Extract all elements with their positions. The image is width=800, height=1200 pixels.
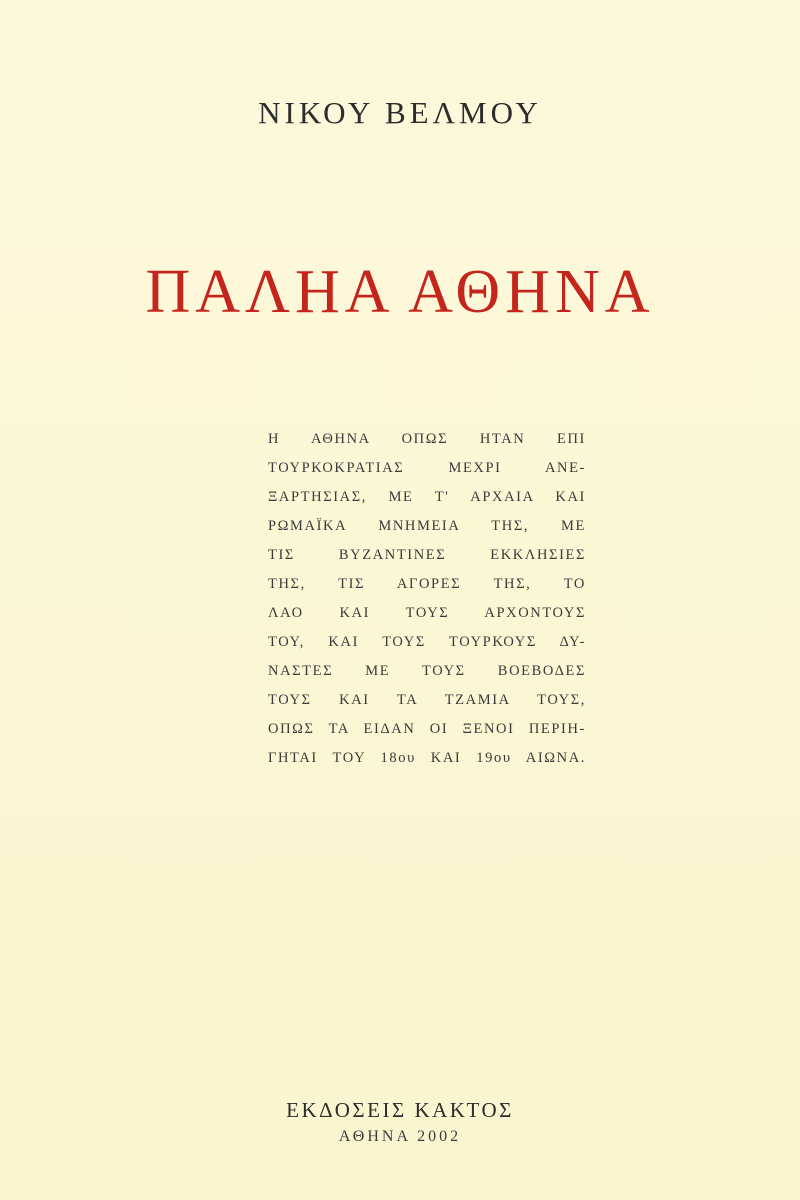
blurb-line: ΤΟΥΡΚΟΚΡΑΤΙΑΣ ΜΕΧΡΙ ΑΝΕ- xyxy=(268,460,586,476)
blurb-line: ΡΩΜΑΪΚΑ ΜΝΗΜΕΙΑ ΤΗΣ, ΜΕ xyxy=(268,518,586,534)
blurb-line: Η ΑΘΗΝΑ ΟΠΩΣ ΗΤΑΝ ΕΠΙ xyxy=(268,431,586,447)
blurb-line: ΝΑΣΤΕΣ ΜΕ ΤΟΥΣ ΒΟΕΒΟΔΕΣ xyxy=(268,663,586,679)
publication-city-year: ΑΘΗΝΑ 2002 xyxy=(338,1128,462,1145)
blurb-line: ΓΗΤΑΙ ΤΟΥ 18ου ΚΑΙ 19ου ΑΙΩΝΑ. xyxy=(268,750,586,766)
book-title: ΠΑΛΗΑ ΑΘΗΝΑ xyxy=(145,257,655,326)
author-name: ΝΙΚΟΥ ΒΕΛΜΟΥ xyxy=(258,95,542,130)
publisher-name: ΕΚΔΟΣΕΙΣ ΚΑΚΤΟΣ xyxy=(286,1098,514,1122)
cover-blurb xyxy=(268,425,586,773)
blurb-line: ΞΑΡΤΗΣΙΑΣ, ΜΕ Τ' ΑΡΧΑΙΑ ΚΑΙ xyxy=(268,489,586,505)
blurb-line: ΛΑΟ ΚΑΙ ΤΟΥΣ ΑΡΧΟΝΤΟΥΣ xyxy=(268,605,586,621)
blurb-line: ΤΙΣ ΒΥΖΑΝΤΙΝΕΣ ΕΚΚΛΗΣΙΕΣ xyxy=(268,547,586,563)
blurb-line: ΤΟΥ, ΚΑΙ ΤΟΥΣ ΤΟΥΡΚΟΥΣ ΔΥ- xyxy=(268,634,586,650)
blurb-line: ΤΟΥΣ ΚΑΙ ΤΑ ΤΖΑΜΙΑ ΤΟΥΣ, xyxy=(268,692,586,708)
blurb-line: ΟΠΩΣ ΤΑ ΕΙΔΑΝ ΟΙ ΞΕΝΟΙ ΠΕΡΙΗ- xyxy=(268,721,586,737)
blurb-line: ΤΗΣ, ΤΙΣ ΑΓΟΡΕΣ ΤΗΣ, ΤΟ xyxy=(268,576,586,592)
